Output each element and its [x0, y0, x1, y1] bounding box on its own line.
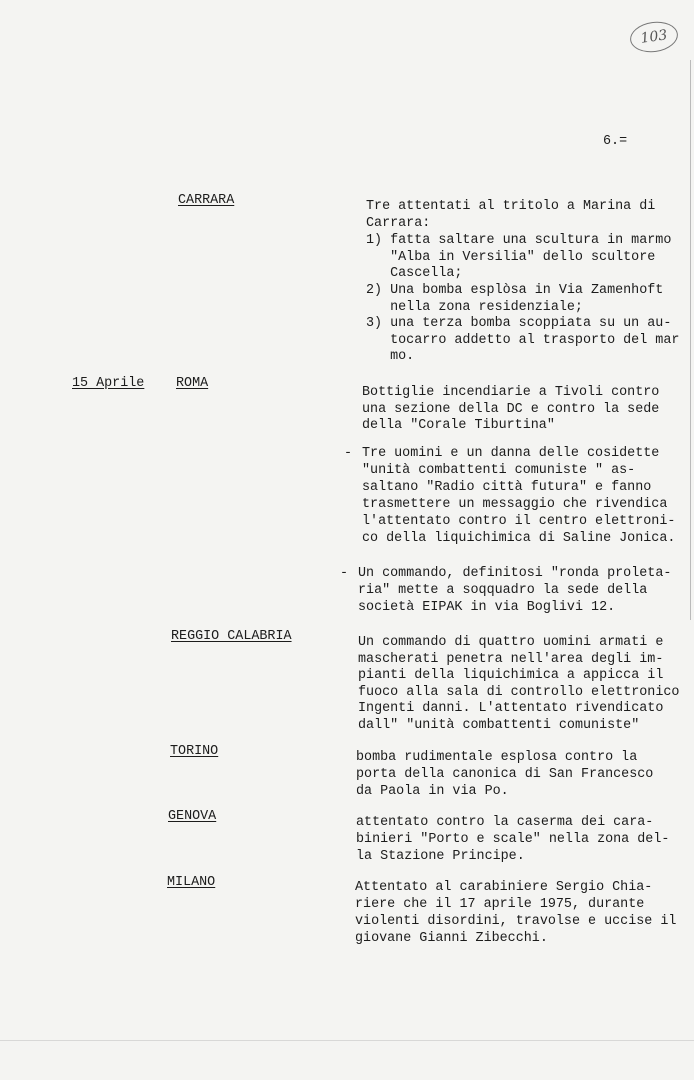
- entry-line: giovane Gianni Zibecchi.: [355, 931, 548, 946]
- entry-line: co della liquichimica di Saline Jonica.: [362, 531, 676, 546]
- entry-line: bomba rudimentale esplosa contro la: [356, 750, 638, 765]
- entry-line: Tre uomini e un danna delle cosidette: [362, 446, 660, 461]
- entry-line: violenti disordini, travolse e uccise il: [355, 914, 677, 929]
- entry-line: Cascella;: [366, 266, 463, 281]
- scan-edge-line: [690, 60, 691, 620]
- list-dash: -: [340, 566, 349, 581]
- entry-line: mo.: [366, 349, 415, 364]
- place-roma: ROMA: [176, 376, 209, 391]
- entry-line: Ingenti danni. L'attentato rivendicato: [358, 701, 664, 716]
- entry-line: Tre attentati al tritolo a Marina di: [366, 199, 656, 214]
- entry-line: 3) una terza bomba scoppiata su un au-: [366, 316, 672, 331]
- entry-line: "unità combattenti comuniste " as-: [362, 463, 636, 478]
- entry-line: da Paola in via Po.: [356, 784, 509, 799]
- entry-line: Carrara:: [366, 216, 431, 231]
- entry-line: dall" "unità combattenti comuniste": [358, 718, 640, 733]
- place-torino: TORINO: [170, 744, 219, 759]
- entry-line: pianti della liquichimica a appicca il: [358, 668, 664, 683]
- page-stamp: 103: [628, 19, 680, 55]
- entry-line: trasmettere un messaggio che rivendica: [362, 497, 668, 512]
- entry-line: Bottiglie incendiarie a Tivoli contro: [362, 385, 660, 400]
- entry-line: 1) fatta saltare una scultura in marmo: [366, 233, 672, 248]
- place-milano: MILANO: [167, 875, 216, 890]
- entry-line: Un commando di quattro uomini armati e: [358, 635, 664, 650]
- entry-line: della "Corale Tiburtina": [362, 418, 555, 433]
- entry-line: riere che il 17 aprile 1975, durante: [355, 897, 645, 912]
- date-15-aprile: 15 Aprile: [72, 376, 145, 391]
- entry-line: saltano "Radio città futura" e fanno: [362, 480, 652, 495]
- entry-line: ria" mette a soqquadro la sede della: [358, 583, 648, 598]
- place-carrara: CARRARA: [178, 193, 235, 208]
- entry-line: società EIPAK in via Boglivi 12.: [358, 600, 616, 615]
- entry-line: 2) Una bomba esplòsa in Via Zamenhoft: [366, 283, 664, 298]
- entry-line: l'attentato contro il centro elettroni-: [362, 514, 676, 529]
- entry-line: Un commando, definitosi "ronda proleta-: [358, 566, 672, 581]
- page-number: 6.=: [603, 134, 628, 149]
- entry-line: fuoco alla sala di controllo elettronico: [358, 685, 680, 700]
- entry-line: Attentato al carabiniere Sergio Chia-: [355, 880, 653, 895]
- entry-line: tocarro addetto al trasporto del mar: [366, 333, 680, 348]
- entry-line: attentato contro la caserma dei cara-: [356, 815, 654, 830]
- place-reggio-calabria: REGGIO CALABRIA: [171, 629, 292, 644]
- entry-line: porta della canonica di San Francesco: [356, 767, 654, 782]
- entry-line: "Alba in Versilia" dello scultore: [366, 250, 656, 265]
- entry-line: binieri "Porto e scale" nella zona del-: [356, 832, 670, 847]
- entry-line: nella zona residenziale;: [366, 300, 583, 315]
- entry-line: una sezione della DC e contro la sede: [362, 402, 660, 417]
- entry-line: mascherati penetra nell'area degli im-: [358, 652, 664, 667]
- scan-edge-line: [0, 1040, 694, 1041]
- place-genova: GENOVA: [168, 809, 217, 824]
- entry-line: la Stazione Principe.: [356, 849, 525, 864]
- list-dash: -: [344, 446, 353, 461]
